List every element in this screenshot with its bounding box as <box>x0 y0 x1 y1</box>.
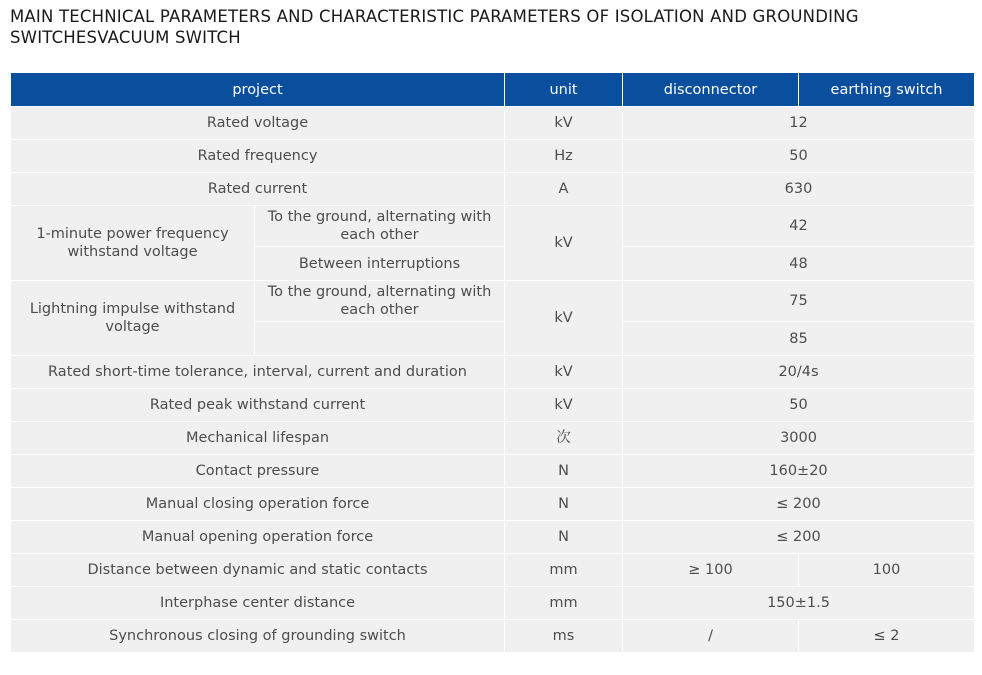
row-unit: kV <box>505 356 623 389</box>
row-value: 50 <box>623 140 975 173</box>
row-label: 1-minute power frequency withstand voltage <box>11 206 255 281</box>
table-row <box>11 587 975 620</box>
header-project: project <box>11 73 505 107</box>
row-label: Synchronous closing of grounding switch <box>11 620 505 653</box>
row-value: 3000 <box>623 422 975 455</box>
row-value: ≤ 200 <box>623 521 975 554</box>
row-label: Distance between dynamic and static contacts <box>11 554 505 587</box>
row-value: 630 <box>623 173 975 206</box>
row-unit: A <box>505 173 623 206</box>
row-value: 85 <box>623 322 975 356</box>
row-unit: mm <box>505 587 623 620</box>
row-unit: N <box>505 488 623 521</box>
table-row <box>11 356 975 389</box>
table-row <box>11 206 975 247</box>
table-row <box>11 455 975 488</box>
row-label: Manual closing operation force <box>11 488 505 521</box>
row-unit: N <box>505 455 623 488</box>
row-value-disconnector: / <box>623 620 799 653</box>
row-label: Rated frequency <box>11 140 505 173</box>
row-value: 48 <box>623 247 975 281</box>
row-label: Manual opening operation force <box>11 521 505 554</box>
row-label: Rated voltage <box>11 107 505 140</box>
table-row <box>11 554 975 587</box>
row-sublabel-empty <box>255 322 505 356</box>
row-sublabel: To the ground, alternating with each other <box>255 206 505 247</box>
row-unit: mm <box>505 554 623 587</box>
table-row <box>11 389 975 422</box>
row-unit: 次 <box>505 422 623 455</box>
page-title: MAIN TECHNICAL PARAMETERS AND CHARACTERISTIC PARAMETERS OF ISOLATION AND GROUNDING SWITCHESVACUUM SWITCH <box>10 7 859 47</box>
row-value: 50 <box>623 389 975 422</box>
row-value: ≤ 200 <box>623 488 975 521</box>
row-label: Contact pressure <box>11 455 505 488</box>
table-row <box>11 140 975 173</box>
row-value: 42 <box>623 206 975 247</box>
header-disconnector: disconnector <box>623 73 799 107</box>
table-row <box>11 107 975 140</box>
table-row <box>11 281 975 322</box>
row-label: Rated peak withstand current <box>11 389 505 422</box>
row-unit: kV <box>505 281 623 356</box>
row-unit: kV <box>505 107 623 140</box>
row-value: 160±20 <box>623 455 975 488</box>
table-row <box>11 488 975 521</box>
header-earthing-switch: earthing switch <box>799 73 975 107</box>
row-unit: ms <box>505 620 623 653</box>
table-row <box>11 173 975 206</box>
table-row <box>11 422 975 455</box>
row-value-disconnector: ≥ 100 <box>623 554 799 587</box>
row-unit: N <box>505 521 623 554</box>
row-sublabel: To the ground, alternating with each other <box>255 281 505 322</box>
header-unit: unit <box>505 73 623 107</box>
row-label: Interphase center distance <box>11 587 505 620</box>
row-value: 150±1.5 <box>623 587 975 620</box>
row-value-earthing: ≤ 2 <box>799 620 975 653</box>
parameters-table <box>10 72 975 653</box>
row-sublabel: Between interruptions <box>255 247 505 281</box>
row-label: Lightning impulse withstand voltage <box>11 281 255 356</box>
row-value-earthing: 100 <box>799 554 975 587</box>
row-value: 75 <box>623 281 975 322</box>
row-value: 20/4s <box>623 356 975 389</box>
table-row <box>11 620 975 653</box>
row-label: Rated current <box>11 173 505 206</box>
row-label: Mechanical lifespan <box>11 422 505 455</box>
row-label: Rated short-time tolerance, interval, current and duration <box>11 356 505 389</box>
row-unit: Hz <box>505 140 623 173</box>
table-row <box>11 521 975 554</box>
row-unit: kV <box>505 389 623 422</box>
row-unit: kV <box>505 206 623 281</box>
row-value: 12 <box>623 107 975 140</box>
table-header-row <box>11 73 975 107</box>
